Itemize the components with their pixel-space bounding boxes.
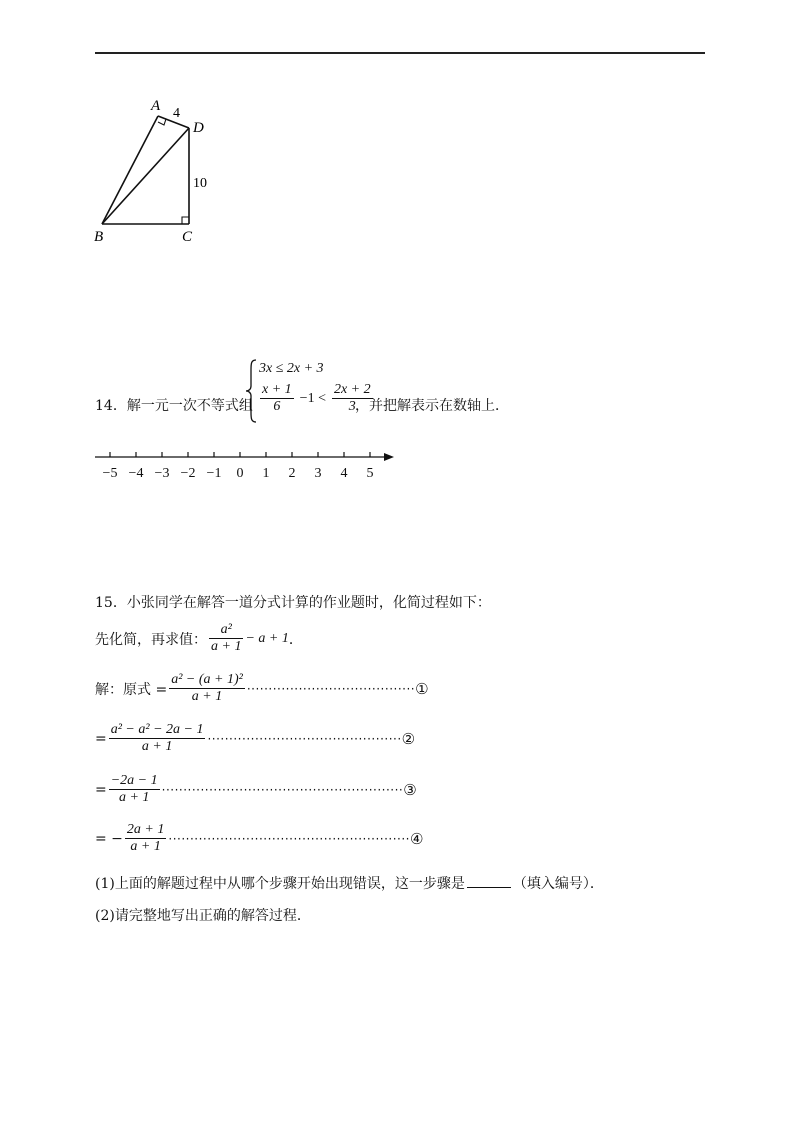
step4-mark: ④ bbox=[409, 829, 424, 848]
task-end: ． bbox=[288, 631, 303, 648]
ineq2-right-denominator: 3 bbox=[348, 399, 356, 414]
label-C: C bbox=[182, 229, 193, 245]
ineq2-right-numerator: 2x + 2 bbox=[333, 382, 371, 397]
sub-question-1 bbox=[95, 873, 604, 893]
number-line-tick-label: −4 bbox=[128, 466, 144, 481]
step3-numerator: −2a − 1 bbox=[110, 773, 158, 788]
step1-denominator: a + 1 bbox=[191, 689, 223, 704]
segment-BA bbox=[102, 116, 158, 224]
q15-intro-line bbox=[95, 592, 491, 612]
number-line-tick-label: 2 bbox=[288, 466, 296, 481]
length-DC: 10 bbox=[193, 176, 207, 191]
step3-mark: ③ bbox=[403, 780, 417, 799]
number-line-tick-label: 0 bbox=[236, 466, 244, 481]
quadrilateral-figure bbox=[85, 88, 225, 248]
answer-blank[interactable] bbox=[467, 873, 511, 888]
arrow-right-icon bbox=[384, 453, 394, 461]
task-denominator: a + 1 bbox=[211, 639, 242, 654]
number-line-tick-label: −5 bbox=[102, 466, 118, 481]
step4-leader-dots: ························································ bbox=[168, 831, 410, 846]
number-line-tick-label: 4 bbox=[340, 466, 348, 481]
step2-fraction bbox=[109, 722, 206, 755]
q14-number-and-prefix bbox=[95, 395, 253, 415]
step3-eq: = bbox=[95, 781, 107, 798]
q15-number: 15． bbox=[95, 595, 127, 611]
step-3 bbox=[95, 773, 417, 806]
number-line-tick-label: 3 bbox=[314, 466, 322, 481]
sub-question-2: (2)请完整地写出正确的解答过程． bbox=[95, 908, 311, 924]
task-fraction bbox=[209, 622, 243, 655]
number-line-tick-label: −3 bbox=[154, 466, 170, 481]
step2-leader-dots: ············································· bbox=[207, 731, 402, 746]
step3-leader-dots: ························································ bbox=[161, 782, 404, 797]
solution-prefix: 解：原式 = bbox=[95, 681, 168, 698]
number-line-tick-label: −1 bbox=[206, 466, 222, 481]
step4-eq: = − bbox=[95, 830, 123, 847]
q14-suffix: ，并把解表示在数轴上． bbox=[355, 398, 509, 414]
q15-intro: 小张同学在解答一道分式计算的作业题时，化简过程如下： bbox=[126, 595, 491, 611]
step1-fraction bbox=[169, 672, 245, 705]
step3-denominator: a + 1 bbox=[118, 790, 150, 805]
number-line bbox=[90, 448, 400, 484]
step2-mark: ② bbox=[401, 729, 416, 748]
step4-numerator: 2a + 1 bbox=[126, 822, 165, 837]
step-4 bbox=[95, 822, 423, 855]
label-B: B bbox=[94, 229, 104, 245]
ineq2-left-denominator: 6 bbox=[273, 399, 281, 414]
step-2 bbox=[95, 722, 415, 755]
step-1 bbox=[95, 672, 429, 705]
step1-leader-dots: ······································· bbox=[246, 681, 416, 696]
q15-task-prefix: 先化简，再求值： bbox=[95, 631, 207, 648]
ineq2-left-fraction bbox=[260, 382, 294, 415]
diagonal-BD bbox=[102, 128, 189, 224]
sub1-tail: （填入编号）． bbox=[512, 876, 604, 892]
step4-fraction bbox=[125, 822, 166, 855]
right-angle-mark-A bbox=[158, 119, 166, 125]
length-AD: 4 bbox=[173, 106, 180, 121]
label-A: A bbox=[151, 98, 161, 114]
task-tail: − a + 1 bbox=[245, 630, 289, 646]
step2-numerator: a² − a² − 2a − 1 bbox=[110, 722, 204, 737]
step2-denominator: a + 1 bbox=[141, 739, 173, 754]
task-numerator: a² bbox=[209, 622, 243, 639]
inequality-1: 3x ≤ 2x + 3 bbox=[259, 361, 324, 376]
step1-mark: ① bbox=[415, 679, 429, 698]
step2-eq: = bbox=[95, 730, 107, 747]
q14-prefix: 解一元一次不等式组 bbox=[126, 398, 253, 414]
sub1-text: (1)上面的解题过程中从哪个步骤开始出现错误，这一步骤是 bbox=[95, 876, 465, 892]
header-rule bbox=[95, 52, 705, 54]
q14-number: 14． bbox=[95, 398, 127, 414]
step4-denominator: a + 1 bbox=[130, 839, 161, 854]
right-angle-mark-C bbox=[182, 217, 189, 224]
label-D: D bbox=[193, 120, 204, 136]
number-line-tick-label: 1 bbox=[262, 466, 270, 481]
number-line-tick-label: 5 bbox=[366, 466, 374, 481]
number-line-tick-label: −2 bbox=[180, 466, 196, 481]
step3-fraction bbox=[109, 773, 160, 806]
ineq2-middle: −1 < bbox=[299, 390, 326, 406]
step1-numerator: a² − (a + 1)² bbox=[171, 672, 243, 687]
q15-task-line bbox=[95, 622, 303, 655]
ineq2-left-numerator: x + 1 bbox=[262, 382, 292, 397]
